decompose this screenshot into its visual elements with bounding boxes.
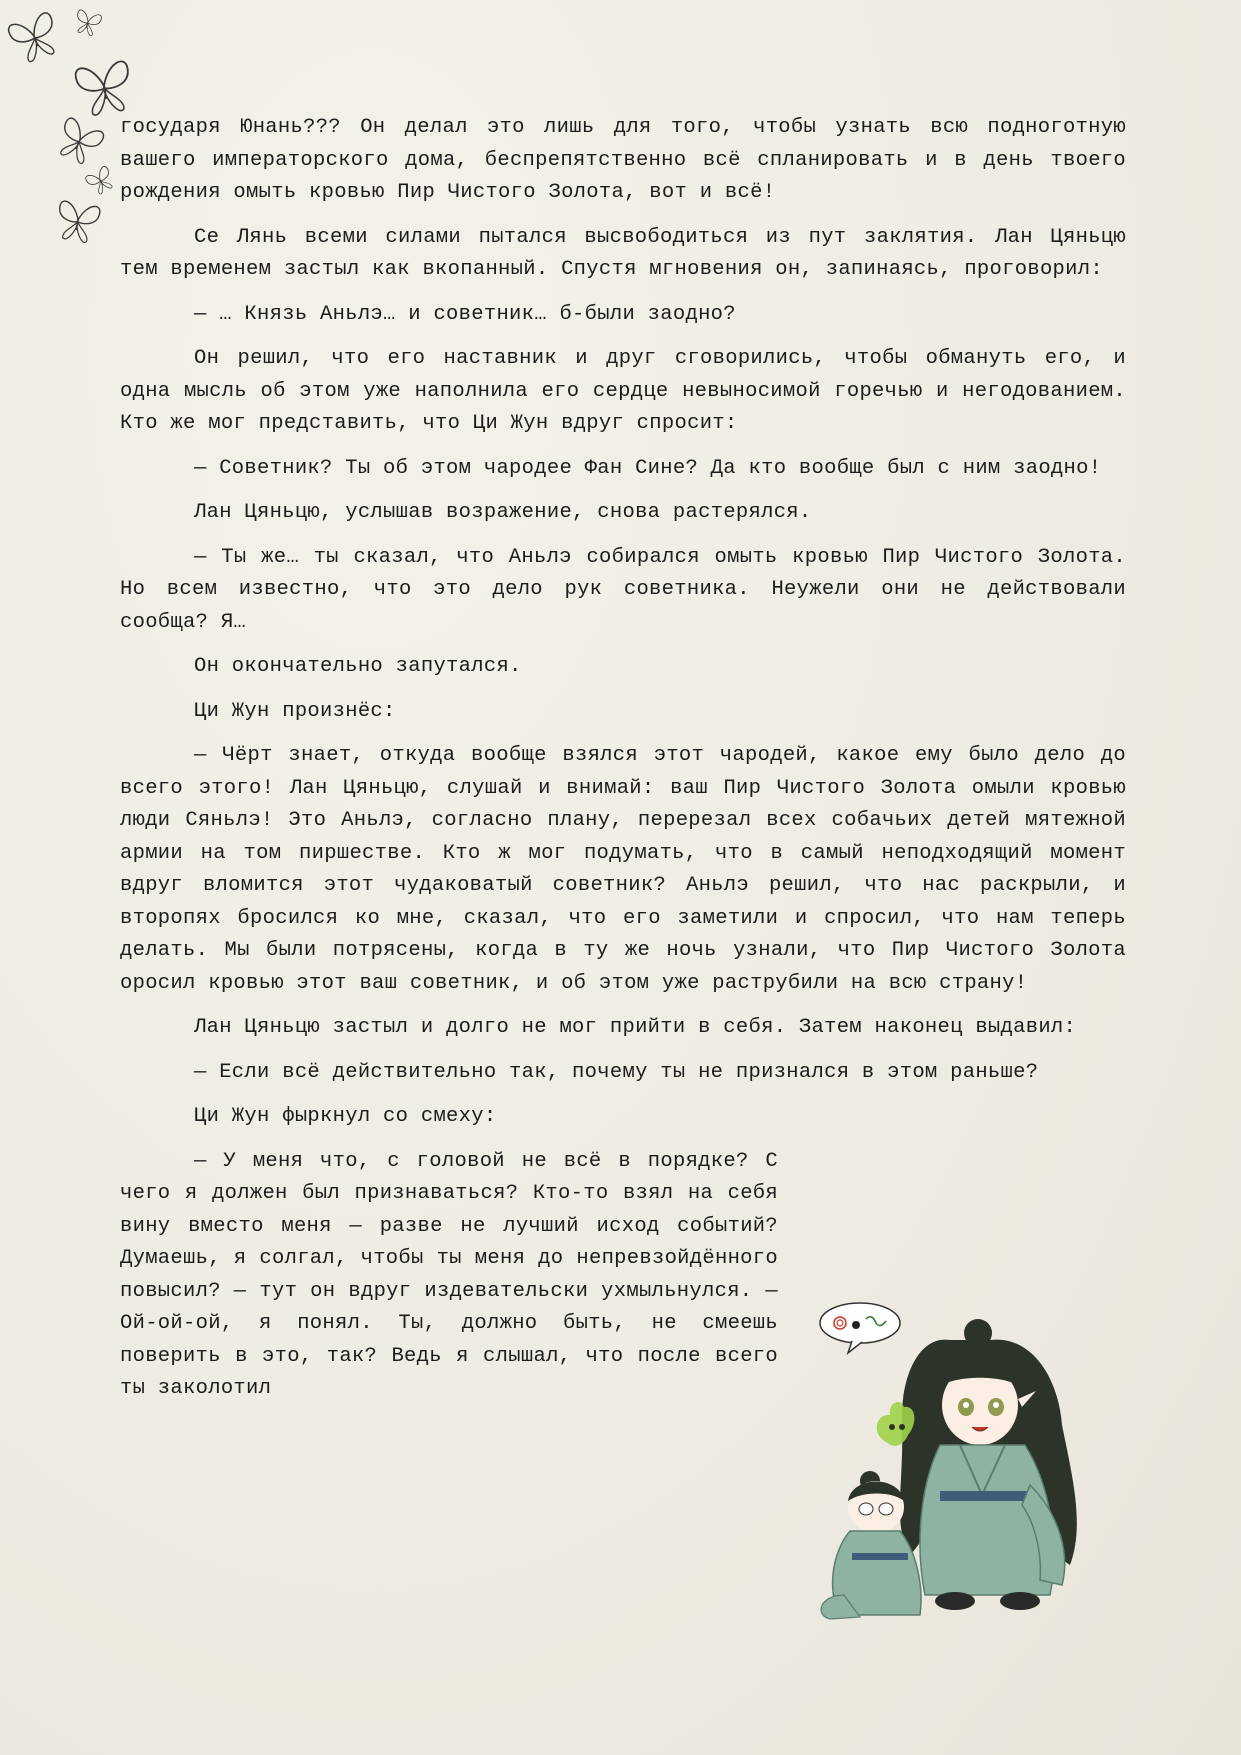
paragraph: — Если всё действительно так, почему ты не признался в этом раньше? <box>194 1060 1039 1084</box>
paragraph: Он решил, что его наставник и друг сговорились, чтобы обмануть его, и одна мысль об этом уже наполнила его сердце невыносимой горечью и негодованием. Кто же мог представить, что Ци Жун вдруг спросит: <box>120 347 1126 435</box>
paragraph: Лан Цяньцю застыл и долго не мог прийти в себя. Затем наконец выдавил: <box>194 1016 1077 1039</box>
paragraph: — Ты же… ты сказал, что Аньлэ собирался омыть кровью Пир Чистого Золота. Но всем известно, что это дело рук советника. Неужели они не действовали сообща? Я… <box>120 545 1126 634</box>
paragraph: — Чёрт знает, откуда вообще взялся этот чародей, какое ему было дело до всего этого! Лан Цяньцю, слушай и внимай: ваш Пир Чистого Золота омыли кровью люди Сяньлэ! Это Аньлэ, согласно плану, перерезал всех собачьих детей мятежной армии на том пиршестве. Кто ж мог подумать, что в самый неподходящий момент вдруг вломится этот чудаковатый советник? Аньлэ решил, что нас раскрыли, и второпях бросился ко мне, сказал, что его заметили и спросил, что нам теперь делать. Мы были потрясены, когда в ту же ночь узнали, что Пир Чистого Золота оросил кровью этот ваш советник, и об этом уже раструбили на всю страну! <box>120 744 1126 995</box>
paragraph: Се Лянь всеми силами пытался высвободиться из пут заклятия. Лан Цяньцю тем временем застыл как вкопанный. Спустя мгновения он, запинаясь, проговорил: <box>120 225 1126 281</box>
chibi-characters-illustration <box>800 1295 1150 1635</box>
paragraph: Лан Цяньцю, услышав возражение, снова растерялся. <box>194 501 812 524</box>
paragraph: Он окончательно запутался. <box>194 655 522 678</box>
paragraph: государя Юнань??? Он делал это лишь для того, чтобы узнать всю подноготную вашего императорского дома, беспрепятственно всё спланировать и в день твоего рождения омыть кровью Пир Чистого Золота, вот и всё! <box>120 116 1126 204</box>
paragraph: Ци Жун произнёс: <box>194 699 396 723</box>
paragraph: — Советник? Ты об этом чародее Фан Сине? Да кто вообще был с ним заодно! <box>194 456 1102 480</box>
paragraph: Ци Жун фыркнул со смеху: <box>194 1105 497 1128</box>
paragraph: — У меня что, с головой не всё в порядке? С чего я должен был признаваться? Кто-то взял на себя вину вместо меня — разве не лучший исход событий? Думаешь, я солгал, чтобы ты меня до непревзойдённого повысил? — тут он вдруг издевательски ухмыльнулся. — Ой-ой-ой, я понял. Ты, должно быть, не смеешь поверить в это, так? Ведь я слышал, что после всего ты заколотил <box>120 1149 778 1400</box>
scribble-speech-icon <box>820 1303 900 1353</box>
paragraph: — … Князь Аньлэ… и советник… б-были заодно? <box>194 302 736 326</box>
text-body <box>120 112 1126 1466</box>
